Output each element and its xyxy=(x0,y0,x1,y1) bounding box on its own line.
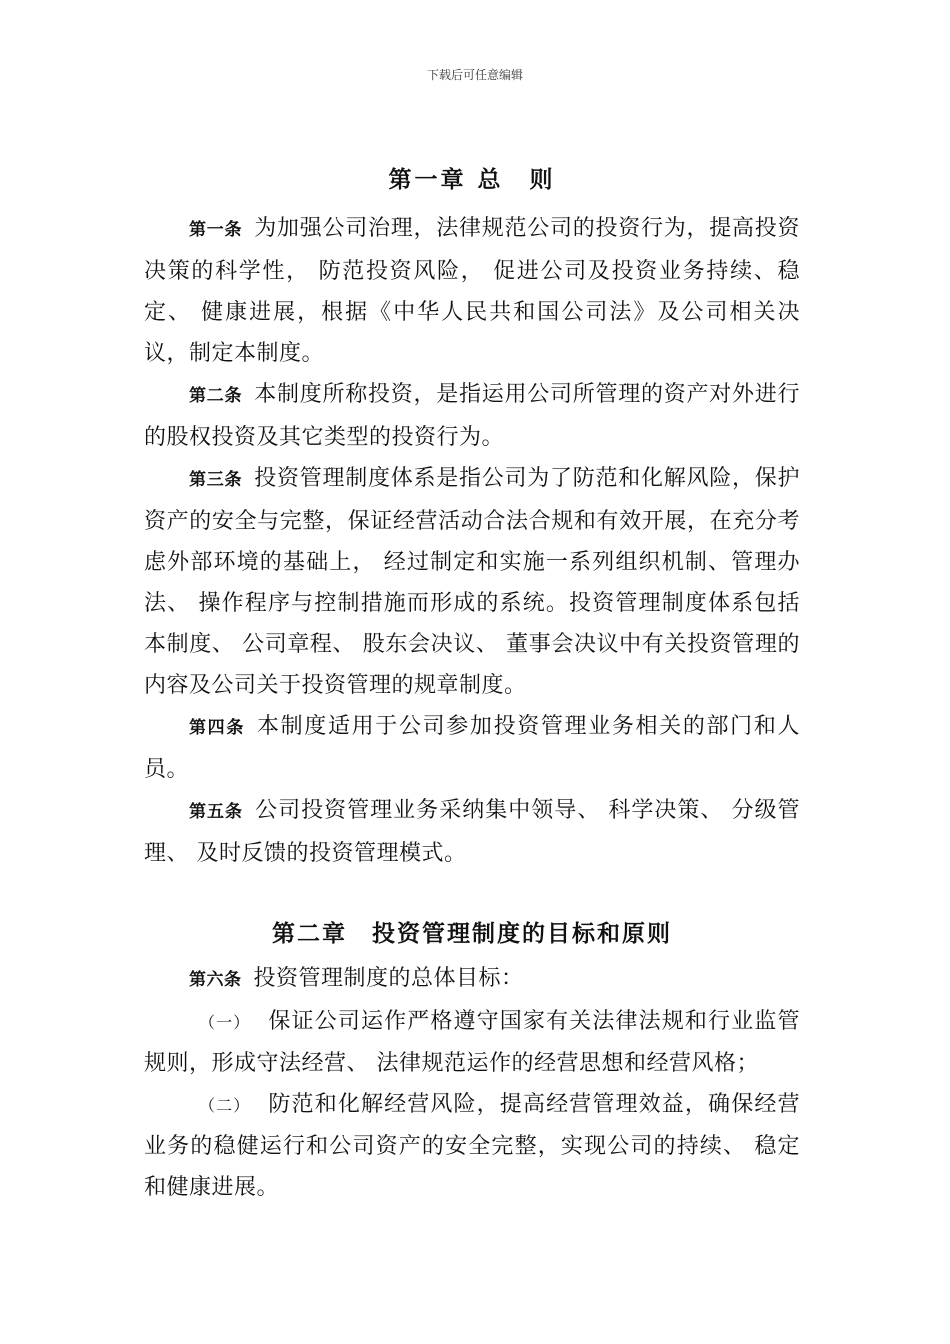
article-label: 第四条 xyxy=(189,718,245,738)
article-5 xyxy=(144,790,800,874)
article-text: 本制度适用于公司参加投资管理业务相关的部门和人员。 xyxy=(144,714,800,782)
article-4 xyxy=(144,706,800,790)
article-text: 投资管理制度的总体目标： xyxy=(253,966,524,991)
article-label: 第五条 xyxy=(189,802,244,822)
list-item-label: （二） xyxy=(199,1096,251,1115)
article-label: 第六条 xyxy=(189,970,242,990)
article-text: 本制度所称投资，是指运用公司所管理的资产对外进行的股权投资及其它类型的投资行为。 xyxy=(144,382,800,450)
article-text: 公司投资管理业务采纳集中领导、 科学决策、 分级管理、 及时反馈的投资管理模式。 xyxy=(144,798,800,866)
chapter-1-title: 第一章 总 则 xyxy=(388,167,556,193)
list-item-label: （一） xyxy=(199,1013,251,1032)
list-item-text: 防范和化解经营风险，提高经营管理效益，确保经营业务的稳健运行和公司资产的安全完整，实现公司的持续、 稳定和健康进展。 xyxy=(144,1092,800,1200)
document-body xyxy=(144,160,800,1208)
article-2 xyxy=(144,374,800,458)
article-3 xyxy=(144,458,800,706)
page-header-note: 下载后可任意编辑 xyxy=(426,68,523,82)
article-label: 第二条 xyxy=(189,386,243,406)
chapter-2-title: 第二章 投资管理制度的目标和原则 xyxy=(272,921,672,947)
article-6 xyxy=(144,958,800,1001)
article-label: 第一条 xyxy=(189,220,243,240)
list-item-text: 保证公司运作严格遵守国家有关法律法规和行业监管规则，形成守法经营、 法律规范运作的经营思想和经营风格； xyxy=(144,1009,800,1076)
list-item-1 xyxy=(144,1001,800,1084)
article-1 xyxy=(144,208,800,374)
article-text: 投资管理制度体系是指公司为了防范和化解风险，保护资产的安全与完整，保证经营活动合法合规和有效开展，在充分考虑外部环境的基础上， 经过制定和实施一系列组织机制、管理办法、 操作程序与控制措施而形成的系统。投资管理制度体系包括本制度、 公司章程、 股东会决议、 董事会决议中有关投资管理的内容及公司关于投资管理的规章制度。 xyxy=(144,466,800,698)
list-item-2 xyxy=(144,1084,800,1208)
article-text: 为加强公司治理，法律规范公司的投资行为，提高投资决策的科学性， 防范投资风险， 促进公司及投资业务持续、稳定、 健康进展，根据《中华人民共和国公司法》及公司相关决议，制定本制度。 xyxy=(144,216,800,366)
article-label: 第三条 xyxy=(189,470,243,490)
